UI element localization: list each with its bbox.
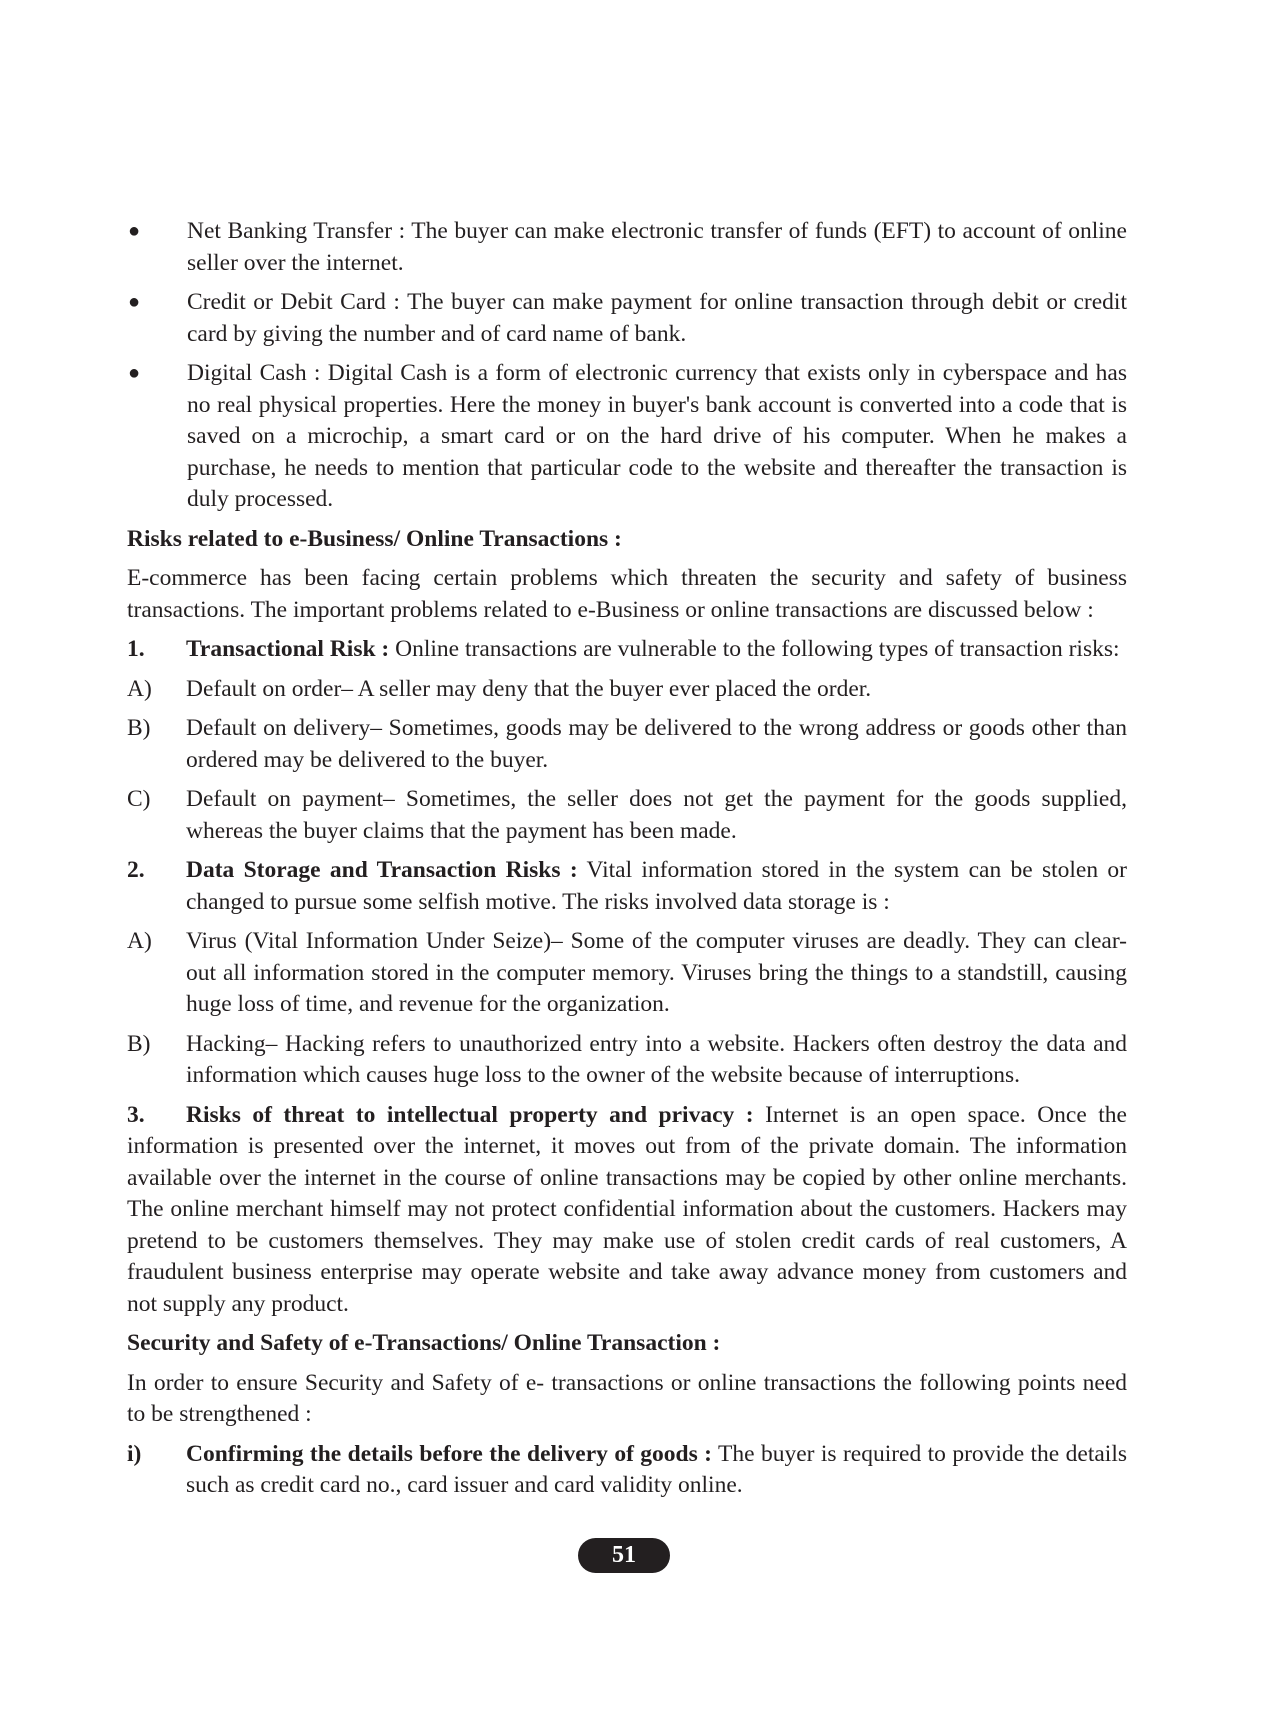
sub-item-marker: B) — [127, 1030, 151, 1057]
security-intro: In order to ensure Security and Safety of e- transactions or online transactions the following points need to be strengthened : — [127, 1369, 1127, 1427]
sub-item — [127, 674, 1127, 706]
sub-item-text: Default on order– A seller may deny that the buyer ever placed the order. — [186, 675, 872, 702]
sub-item-marker: A) — [127, 928, 152, 954]
item-title: Confirming the details before the delivery of goods : — [186, 1440, 713, 1467]
bullet-icon: ● — [128, 291, 141, 313]
numbered-item-transactional-risk — [127, 634, 1127, 666]
sub-item — [127, 1029, 1127, 1092]
sub-item-text: Default on delivery– Sometimes, goods may be delivered to the wrong address or goods other than ordered may be delivered to the buyer. — [186, 715, 1127, 773]
item-title: Transactional Risk : — [186, 636, 390, 662]
item-number: i) — [127, 1440, 142, 1467]
item-title: Risks of threat to intellectual property and privacy : — [186, 1101, 754, 1128]
sub-item — [127, 926, 1127, 1021]
numbered-item-data-storage-risks — [127, 855, 1127, 918]
bullet-text: Digital Cash : Digital Cash is a form of electronic currency that exists only in cyberspace and has no real physical properties. Here the money in buyer's bank account is converted into a code that is saved on a microchip, a smart card or on the hard drive of his computer. When he makes a purchase, he needs to mention that particular code to the website and thereafter the transaction is duly processed. — [187, 360, 1127, 512]
item-text: The buyer is required to provide the details such as credit card no., card issuer and card validity online. — [186, 1440, 1127, 1498]
sub-item-marker: B) — [127, 715, 151, 741]
section-heading-security: Security and Safety of e-Transactions/ Online Transaction : — [127, 1330, 721, 1356]
sub-item-text: Default on payment– Sometimes, the seller does not get the payment for the goods supplied, whereas the buyer claims that the payment has been made. — [186, 786, 1127, 844]
roman-item-confirming-details — [127, 1439, 1127, 1502]
item-body — [186, 634, 1127, 666]
bullet-icon: ● — [128, 220, 141, 242]
sub-item-marker: A) — [127, 675, 152, 702]
bullet-text: Net Banking Transfer : The buyer can make electronic transfer of funds (EFT) to account of online seller over the internet. — [187, 218, 1127, 276]
bullet-text: Credit or Debit Card : The buyer can make payment for online transaction through debit or credit card by giving the number and of card name of bank. — [187, 289, 1127, 347]
item-text: Internet is an open space. Once the information is presented over the internet, it moves out from of the private domain. The information available over the internet in the course of online transactions may be copied by other online merchants. The online merchant himself may not protect confidential information about the customers. Hackers may pretend to be customers themselves. They may make use of stolen credit cards of real customers, A fraudulent business enterprise may operate website and take away advance money from customers and not supply any product. — [127, 1101, 1127, 1317]
item-body — [186, 855, 1127, 918]
bullet-item — [127, 358, 1127, 516]
bullet-icon: ● — [128, 362, 141, 384]
sub-item-text: Virus (Vital Information Under Seize)– Some of the computer viruses are deadly. They can clear-out all information stored in the computer memory. Viruses bring the things to a standstill, causing huge loss of time, and revenue for the organization. — [186, 928, 1127, 1017]
sub-item-text: Hacking– Hacking refers to unauthorized entry into a website. Hackers often destroy the data and information which causes huge loss to the owner of the website because of interruptions. — [186, 1030, 1127, 1088]
item-text: Online transactions are vulnerable to the following types of transaction risks: — [389, 636, 1120, 662]
item-title: Data Storage and Transaction Risks : — [186, 857, 578, 883]
risks-intro: E-commerce has been facing certain problems which threaten the security and safety of business transactions. The important problems related to e-Business or online transactions are discussed below : — [127, 565, 1127, 623]
numbered-item-intellectual-property — [127, 1100, 1127, 1321]
bullet-item — [127, 216, 1127, 279]
sub-item — [127, 784, 1127, 847]
section-heading-risks: Risks related to e-Business/ Online Transactions : — [127, 525, 622, 552]
item-number: 3. — [127, 1101, 145, 1128]
item-text: Vital information stored in the system can be stolen or changed to pursue some selfish motive. The risks involved data storage is : — [186, 857, 1127, 915]
sub-item-marker: C) — [127, 786, 151, 812]
bullet-item — [127, 287, 1127, 350]
item-body — [186, 1439, 1127, 1502]
item-number: 2. — [127, 857, 145, 883]
item-number: 1. — [127, 636, 145, 662]
page-number: 51 — [578, 1538, 670, 1573]
sub-item — [127, 713, 1127, 776]
page-content — [127, 216, 1127, 1510]
